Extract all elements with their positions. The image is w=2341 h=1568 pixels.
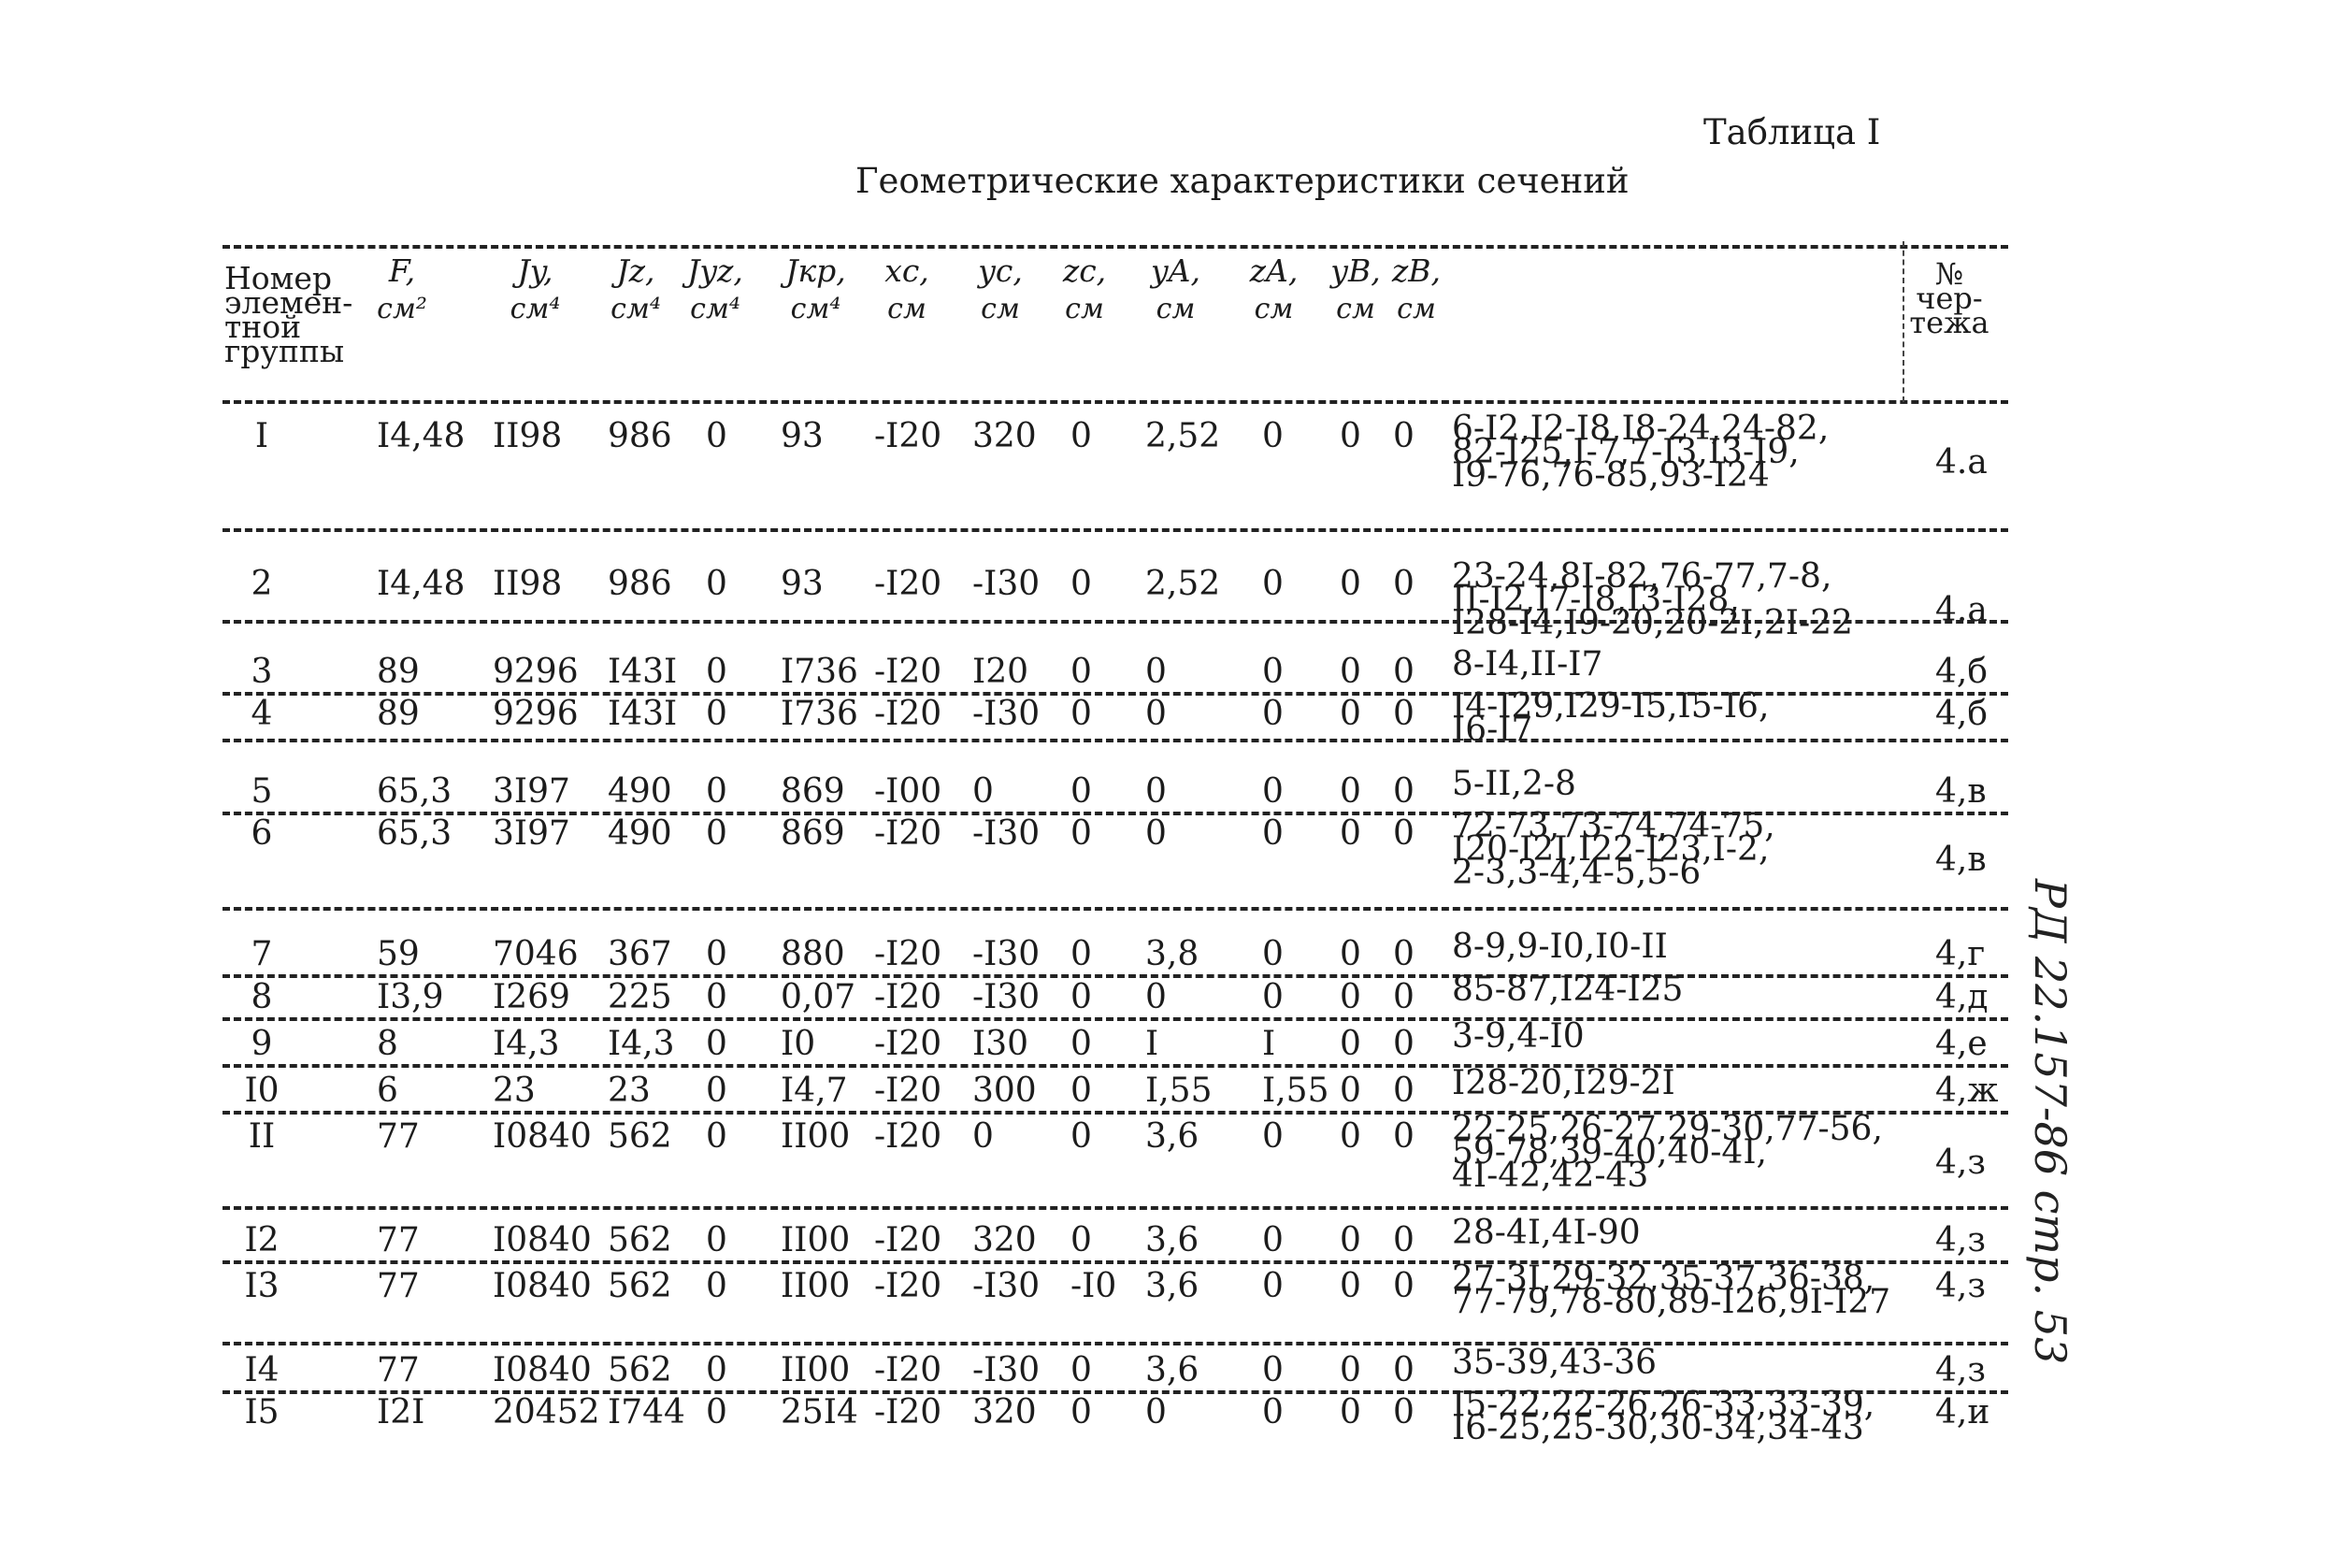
- cell-Jyz: 0: [706, 935, 727, 973]
- cell-connections: 23-24,8I-82,76-77,7-8, II-I2,I7-I8,I3-I28, I28-I4,I9-20,20-2I,2I-22: [1452, 557, 1853, 642]
- header-group: Номер элемен- тной группы: [224, 260, 353, 369]
- cell-xc: -I20: [874, 1351, 942, 1389]
- cell-F: 77: [377, 1117, 420, 1156]
- cell-zA: I,55: [1262, 1072, 1329, 1110]
- cell-Jyz: 0: [706, 978, 727, 1016]
- cell-zB: 0: [1393, 814, 1415, 853]
- header-Jkr: Jкр, см⁴: [785, 252, 846, 325]
- cell-yc: -I30: [972, 565, 1041, 603]
- cell-Jkr: I4,7: [781, 1072, 848, 1110]
- cell-n: I: [254, 417, 269, 455]
- cell-zA: 0: [1262, 695, 1284, 733]
- cell-zA: 0: [1262, 1351, 1284, 1389]
- cell-zc: 0: [1070, 1072, 1092, 1110]
- row-rule: [223, 620, 2008, 624]
- cell-drawing: 4,в: [1935, 841, 1987, 879]
- cell-yA: 0: [1145, 814, 1167, 853]
- cell-yB: 0: [1340, 417, 1361, 455]
- cell-Jkr: 25I4: [781, 1393, 858, 1431]
- cell-zA: 0: [1262, 653, 1284, 691]
- cell-zA: 0: [1262, 417, 1284, 455]
- cell-F: 59: [377, 935, 420, 973]
- header-xc: xc, см: [884, 252, 929, 325]
- cell-yA: 3,6: [1145, 1267, 1199, 1305]
- cell-connections: 85-87,I24-I25: [1452, 971, 1684, 1009]
- cell-Jz: 562: [608, 1221, 672, 1259]
- cell-Jy: II98: [493, 565, 563, 603]
- cell-yB: 0: [1340, 1393, 1361, 1431]
- header-Jyz: Jyz, см⁴: [687, 252, 743, 325]
- cell-drawing: 4,з: [1935, 1267, 1986, 1305]
- cell-yA: 2,52: [1145, 417, 1221, 455]
- cell-Jz: 562: [608, 1117, 672, 1156]
- cell-yA: 3,6: [1145, 1117, 1199, 1156]
- cell-Jy: 9296: [493, 695, 579, 733]
- cell-yc: 320: [972, 417, 1037, 455]
- cell-xc: -I20: [874, 935, 942, 973]
- table-label: Таблица I: [1703, 112, 1881, 152]
- cell-yB: 0: [1340, 1221, 1361, 1259]
- cell-yB: 0: [1340, 772, 1361, 811]
- cell-F: 89: [377, 653, 420, 691]
- cell-drawing: 4,з: [1935, 1144, 1986, 1182]
- cell-zA: 0: [1262, 814, 1284, 853]
- cell-connections: 35-39,43-36: [1452, 1344, 1658, 1382]
- cell-zc: 0: [1070, 1221, 1092, 1259]
- cell-yA: I: [1145, 1025, 1159, 1063]
- cell-Jkr: 869: [781, 814, 845, 853]
- cell-xc: -I20: [874, 565, 942, 603]
- cell-Jz: I4,3: [608, 1025, 675, 1063]
- cell-yB: 0: [1340, 1351, 1361, 1389]
- cell-zB: 0: [1393, 1267, 1415, 1305]
- cell-zA: 0: [1262, 1221, 1284, 1259]
- header-zc: zc, см: [1062, 252, 1107, 325]
- cell-n: 3: [251, 653, 273, 691]
- cell-connections: 27-3I,29-32,35-37,36-38, 77-79,78-80,89-I26,9I-I27: [1452, 1259, 1891, 1321]
- cell-yB: 0: [1340, 814, 1361, 853]
- cell-Jz: I43I: [608, 695, 678, 733]
- row-rule: [223, 1342, 2008, 1345]
- cell-Jy: I269: [493, 978, 570, 1016]
- cell-F: I2I: [377, 1393, 425, 1431]
- cell-zc: 0: [1070, 1025, 1092, 1063]
- cell-F: I4,48: [377, 565, 466, 603]
- cell-F: 8: [377, 1025, 398, 1063]
- cell-yA: 0: [1145, 772, 1167, 811]
- cell-zc: 0: [1070, 935, 1092, 973]
- cell-zB: 0: [1393, 1221, 1415, 1259]
- cell-xc: -I20: [874, 1072, 942, 1110]
- cell-yA: 0: [1145, 653, 1167, 691]
- cell-zc: 0: [1070, 1117, 1092, 1156]
- cell-yc: 300: [972, 1072, 1037, 1110]
- cell-yB: 0: [1340, 1267, 1361, 1305]
- cell-connections: 72-73,73-74,74-75, I20-I2I,I22-I23,I-2, 2-3,3-4,4-5,5-6: [1452, 807, 1775, 892]
- cell-zA: 0: [1262, 1393, 1284, 1431]
- cell-zB: 0: [1393, 978, 1415, 1016]
- cell-yc: I30: [972, 1025, 1029, 1063]
- cell-F: I4,48: [377, 417, 466, 455]
- cell-yc: -I30: [972, 1351, 1041, 1389]
- cell-Jz: 490: [608, 772, 672, 811]
- cell-connections: I4-I29,I29-I5,I5-I6, I6-I7: [1452, 687, 1770, 749]
- cell-connections: 8-9,9-I0,I0-II: [1452, 928, 1668, 966]
- cell-xc: -I20: [874, 1025, 942, 1063]
- cell-n: I2: [244, 1221, 280, 1259]
- cell-yc: 320: [972, 1393, 1037, 1431]
- cell-Jyz: 0: [706, 417, 727, 455]
- header-yc: yc, см: [978, 252, 1023, 325]
- cell-yB: 0: [1340, 1072, 1361, 1110]
- cell-yA: 2,52: [1145, 565, 1221, 603]
- cell-Jz: 562: [608, 1267, 672, 1305]
- cell-zc: 0: [1070, 1393, 1092, 1431]
- cell-n: 2: [251, 565, 273, 603]
- header-yB: yB, см: [1330, 252, 1381, 325]
- cell-yA: 0: [1145, 695, 1167, 733]
- cell-n: I4: [244, 1351, 280, 1389]
- cell-zB: 0: [1393, 772, 1415, 811]
- cell-n: 4: [251, 695, 273, 733]
- cell-yB: 0: [1340, 978, 1361, 1016]
- cell-xc: -I20: [874, 814, 942, 853]
- cell-n: 9: [251, 1025, 273, 1063]
- cell-Jy: 20452: [493, 1393, 600, 1431]
- cell-connections: 3-9,4-I0: [1452, 1017, 1585, 1056]
- cell-F: 77: [377, 1221, 420, 1259]
- cell-connections: 5-II,2-8: [1452, 765, 1576, 803]
- cell-yA: 3,6: [1145, 1221, 1199, 1259]
- cell-yB: 0: [1340, 935, 1361, 973]
- cell-Jkr: II00: [781, 1117, 851, 1156]
- cell-connections: I5-22,22-26,26-33,33-39, I6-25,25-30,30-34,34-43: [1452, 1386, 1875, 1447]
- cell-connections: 6-I2,I2-I8,I8-24,24-82, 82-I25,I-7,7-I3,I3-I9, I9-76,76-85,93-I24: [1452, 410, 1830, 495]
- cell-Jkr: 93: [781, 565, 824, 603]
- cell-yc: I20: [972, 653, 1029, 691]
- cell-drawing: 4,ж: [1935, 1072, 1999, 1110]
- cell-yc: 320: [972, 1221, 1037, 1259]
- cell-drawing: 4,б: [1935, 653, 1989, 691]
- cell-zB: 0: [1393, 935, 1415, 973]
- cell-Jy: I0840: [493, 1351, 592, 1389]
- cell-xc: -I20: [874, 695, 942, 733]
- cell-zc: 0: [1070, 695, 1092, 733]
- cell-Jz: I43I: [608, 653, 678, 691]
- cell-F: 77: [377, 1351, 420, 1389]
- cell-Jz: 562: [608, 1351, 672, 1389]
- cell-zc: 0: [1070, 978, 1092, 1016]
- cell-zc: 0: [1070, 772, 1092, 811]
- cell-zA: 0: [1262, 978, 1284, 1016]
- cell-n: 7: [251, 935, 273, 973]
- row-rule: [223, 1206, 2008, 1210]
- cell-zA: 0: [1262, 772, 1284, 811]
- row-rule: [223, 739, 2008, 742]
- cell-Jz: 986: [608, 565, 672, 603]
- cell-Jy: I0840: [493, 1267, 592, 1305]
- cell-yc: -I30: [972, 935, 1041, 973]
- cell-zB: 0: [1393, 653, 1415, 691]
- cell-Jyz: 0: [706, 1393, 727, 1431]
- cell-Jyz: 0: [706, 772, 727, 811]
- cell-Jyz: 0: [706, 565, 727, 603]
- cell-zB: 0: [1393, 695, 1415, 733]
- header-top-rule: [223, 245, 2008, 249]
- cell-drawing: 4,в: [1935, 772, 1987, 811]
- cell-yA: 3,6: [1145, 1351, 1199, 1389]
- cell-connections: 28-4I,4I-90: [1452, 1214, 1641, 1252]
- header-bottom-rule: [223, 400, 2008, 404]
- cell-Jyz: 0: [706, 1351, 727, 1389]
- side-stamp: РД 22.157-86 стр. 53: [2025, 879, 2075, 1365]
- cell-yB: 0: [1340, 653, 1361, 691]
- row-rule: [223, 1064, 2008, 1068]
- cell-yc: -I30: [972, 695, 1041, 733]
- cell-zB: 0: [1393, 1072, 1415, 1110]
- cell-Jy: 3I97: [493, 772, 570, 811]
- cell-n: I0: [244, 1072, 280, 1110]
- cell-Jyz: 0: [706, 1221, 727, 1259]
- row-rule: [223, 974, 2008, 978]
- cell-Jy: 3I97: [493, 814, 570, 853]
- page-title: Геометрические характеристики сечений: [855, 161, 1630, 201]
- cell-Jz: 986: [608, 417, 672, 455]
- cell-Jz: 490: [608, 814, 672, 853]
- row-rule: [223, 528, 2008, 532]
- cell-zc: 0: [1070, 417, 1092, 455]
- cell-Jkr: II00: [781, 1267, 851, 1305]
- cell-n: II: [248, 1117, 276, 1156]
- cell-zA: 0: [1262, 565, 1284, 603]
- cell-zA: 0: [1262, 1117, 1284, 1156]
- cell-n: 6: [251, 814, 273, 853]
- cell-Jy: 9296: [493, 653, 579, 691]
- cell-connections: I28-20,I29-2I: [1452, 1064, 1675, 1102]
- cell-zA: 0: [1262, 935, 1284, 973]
- cell-zc: 0: [1070, 565, 1092, 603]
- header-zB: zB, см: [1391, 252, 1442, 325]
- cell-F: 6: [377, 1072, 398, 1110]
- cell-F: I3,9: [377, 978, 444, 1016]
- header-F: F, см²: [377, 252, 427, 325]
- cell-Jkr: 0,07: [781, 978, 856, 1016]
- cell-Jz: 23: [608, 1072, 651, 1110]
- cell-xc: -I00: [874, 772, 942, 811]
- cell-Jkr: 93: [781, 417, 824, 455]
- cell-zB: 0: [1393, 565, 1415, 603]
- cell-xc: -I20: [874, 1393, 942, 1431]
- cell-F: 65,3: [377, 814, 452, 853]
- cell-xc: -I20: [874, 1267, 942, 1305]
- cell-Jkr: I736: [781, 653, 858, 691]
- cell-n: 5: [251, 772, 273, 811]
- cell-yc: -I30: [972, 978, 1041, 1016]
- cell-drawing: 4,г: [1935, 935, 1986, 973]
- cell-drawing: 4,е: [1935, 1025, 1988, 1063]
- cell-n: I5: [244, 1393, 280, 1431]
- cell-drawing: 4.а: [1935, 591, 1988, 629]
- cell-connections: 8-I4,II-I7: [1452, 645, 1603, 683]
- header-divider: [1903, 241, 1904, 402]
- cell-Jz: 225: [608, 978, 672, 1016]
- cell-Jy: 7046: [493, 935, 579, 973]
- cell-zc: 0: [1070, 814, 1092, 853]
- cell-Jy: I0840: [493, 1221, 592, 1259]
- cell-F: 77: [377, 1267, 420, 1305]
- cell-Jkr: II00: [781, 1351, 851, 1389]
- cell-Jyz: 0: [706, 1025, 727, 1063]
- cell-zB: 0: [1393, 417, 1415, 455]
- cell-Jkr: I0: [781, 1025, 816, 1063]
- cell-yc: 0: [972, 1117, 994, 1156]
- cell-yA: I,55: [1145, 1072, 1213, 1110]
- cell-yc: -I30: [972, 1267, 1041, 1305]
- cell-drawing: 4,и: [1935, 1393, 1990, 1431]
- cell-Jkr: 869: [781, 772, 845, 811]
- cell-Jyz: 0: [706, 695, 727, 733]
- cell-zA: I: [1262, 1025, 1276, 1063]
- cell-F: 65,3: [377, 772, 452, 811]
- cell-yB: 0: [1340, 1117, 1361, 1156]
- cell-Jyz: 0: [706, 814, 727, 853]
- header-Jz: Jz, см⁴: [610, 252, 661, 325]
- cell-n: I3: [244, 1267, 280, 1305]
- cell-Jz: 367: [608, 935, 672, 973]
- cell-n: 8: [251, 978, 273, 1016]
- cell-zB: 0: [1393, 1351, 1415, 1389]
- cell-zB: 0: [1393, 1025, 1415, 1063]
- header-yA: yA, см: [1151, 252, 1200, 325]
- cell-Jy: I0840: [493, 1117, 592, 1156]
- cell-drawing: 4.а: [1935, 443, 1988, 482]
- cell-zc: 0: [1070, 1351, 1092, 1389]
- cell-connections: 22-25,26-27,29-30,77-56, 59-78,39-40,40-4I, 4I-42,42-43: [1452, 1110, 1883, 1195]
- row-rule: [223, 1017, 2008, 1021]
- cell-drawing: 4,д: [1935, 978, 1989, 1016]
- cell-yA: 0: [1145, 1393, 1167, 1431]
- cell-zc: 0: [1070, 653, 1092, 691]
- cell-zA: 0: [1262, 1267, 1284, 1305]
- cell-Jyz: 0: [706, 1072, 727, 1110]
- cell-yB: 0: [1340, 695, 1361, 733]
- cell-xc: -I20: [874, 978, 942, 1016]
- cell-Jy: I4,3: [493, 1025, 560, 1063]
- cell-yA: 0: [1145, 978, 1167, 1016]
- cell-zB: 0: [1393, 1117, 1415, 1156]
- row-rule: [223, 907, 2008, 911]
- cell-F: 89: [377, 695, 420, 733]
- cell-xc: -I20: [874, 1117, 942, 1156]
- cell-Jyz: 0: [706, 1117, 727, 1156]
- cell-zc: -I0: [1070, 1267, 1117, 1305]
- cell-yc: -I30: [972, 814, 1041, 853]
- cell-yc: 0: [972, 772, 994, 811]
- header-zA: zA, см: [1249, 252, 1299, 325]
- cell-yB: 0: [1340, 565, 1361, 603]
- cell-Jy: II98: [493, 417, 563, 455]
- cell-Jz: I744: [608, 1393, 685, 1431]
- cell-Jkr: II00: [781, 1221, 851, 1259]
- cell-yB: 0: [1340, 1025, 1361, 1063]
- cell-xc: -I20: [874, 417, 942, 455]
- cell-Jkr: 880: [781, 935, 845, 973]
- cell-drawing: 4,з: [1935, 1351, 1986, 1389]
- cell-xc: -I20: [874, 1221, 942, 1259]
- cell-drawing: 4,б: [1935, 695, 1989, 733]
- cell-yA: 3,8: [1145, 935, 1199, 973]
- cell-Jyz: 0: [706, 653, 727, 691]
- cell-drawing: 4,з: [1935, 1221, 1986, 1259]
- cell-zB: 0: [1393, 1393, 1415, 1431]
- header-Jy: Jy, см⁴: [510, 252, 561, 325]
- cell-Jkr: I736: [781, 695, 858, 733]
- cell-xc: -I20: [874, 653, 942, 691]
- header-drawing: № чер- тежа: [1909, 256, 1989, 340]
- cell-Jyz: 0: [706, 1267, 727, 1305]
- cell-Jy: 23: [493, 1072, 536, 1110]
